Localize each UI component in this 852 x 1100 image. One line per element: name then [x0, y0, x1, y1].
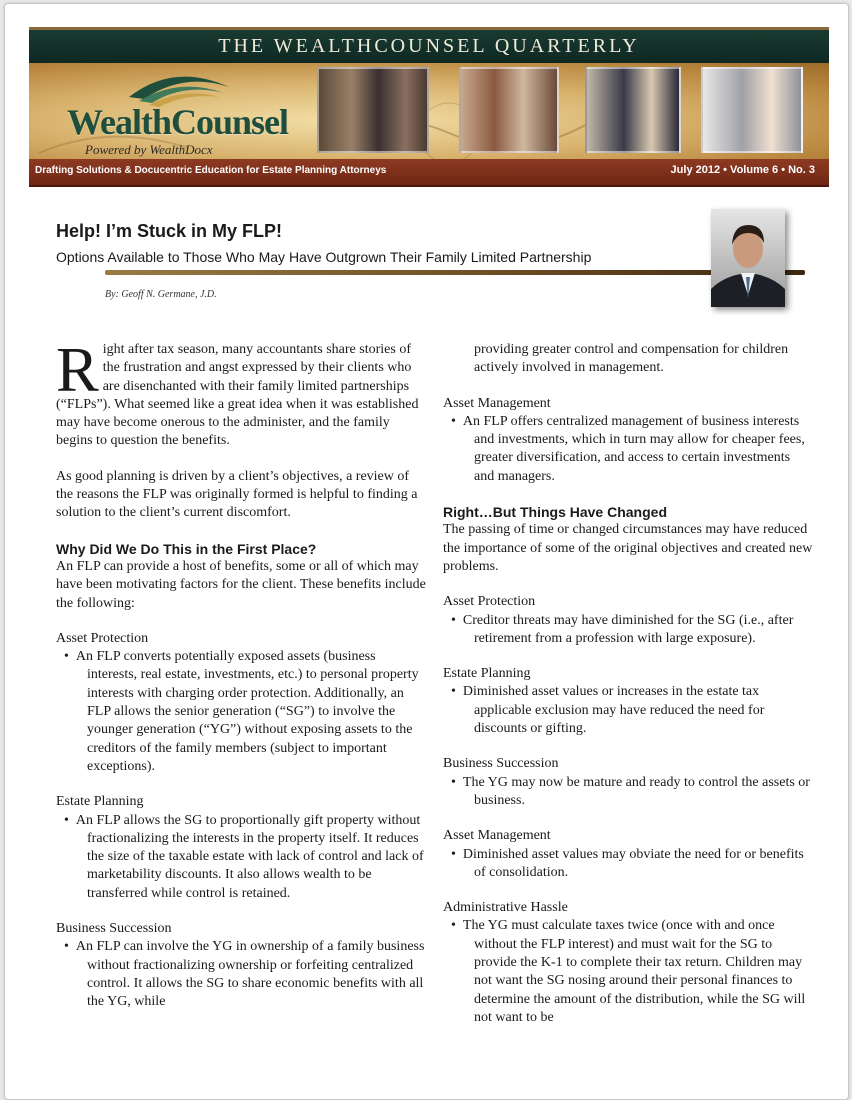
- logo-subtitle: Powered by WealthDocx: [85, 142, 213, 157]
- intro-paragraph: [56, 334, 426, 451]
- section-heading-changed: Right…But Things Have Changed: [443, 504, 667, 521]
- masthead-title-bar: [29, 27, 829, 63]
- subheading-asset-management: Asset Management: [443, 395, 551, 411]
- team-photo: [317, 67, 429, 153]
- newsletter-page: [4, 3, 849, 1100]
- list-item: • Creditor threats may have diminished for the SG (i.e., after retirement from a profession with large exposure).: [443, 612, 813, 649]
- bullet-list: [443, 683, 813, 738]
- bullet-list: [443, 774, 813, 811]
- tagline: Drafting Solutions & Docucentric Education for Estate Planning Attorneys: [35, 165, 387, 176]
- article-title: Help! I’m Stuck in My FLP!: [56, 221, 283, 241]
- section-heading-why: Why Did We Do This in the First Place?: [56, 540, 317, 557]
- benefits-intro: An FLP can provide a host of benefits, some or all of which may have been motivating factors for the client. These benefits include the following:: [56, 558, 426, 611]
- bullet-list: [443, 413, 813, 486]
- list-item: • An FLP allows the SG to proportionally gift property without fractionalizing the interests in the property itself. It reduces the size of the taxable estate with lack of control and lack of marketability discounts. It also allows wealth to be transferred while control is retained.: [56, 812, 426, 903]
- list-item: • The YG may now be mature and ready to control the assets or business.: [443, 774, 813, 811]
- intro-text: ight after tax season, many accountants share stories of the frustration and angst expressed by their clients who are disenchanted with their family limited partnerships (“FLPs”). What seemed like a great idea when it was established may have become onerous to the administer, and the family begins to question the benefits.: [56, 342, 419, 449]
- bullet-list: [443, 917, 813, 1027]
- byline: By: Geoff N. Germane, J.D.: [105, 289, 217, 300]
- masthead-title: THE WEALTHCOUNSEL QUARTERLY: [218, 35, 640, 57]
- list-item: • Diminished asset values or increases in the estate tax applicable exclusion may have reduced the need for discounts or gifting.: [443, 683, 813, 738]
- subheading-asset-protection: Asset Protection: [443, 594, 536, 610]
- changed-intro: The passing of time or changed circumstances may have reduced the importance of some of the original objectives and created new problems.: [443, 522, 813, 574]
- subheading-administrative-hassle: Administrative Hassle: [443, 900, 568, 916]
- list-item: • The YG must calculate taxes twice (once with and once without the FLP interest) and must wait for the SG to provide the K-1 to complete their tax return. Children may not want the SG nosing around their personal finances to determine the amount of the distribution, while the SG will not want to be: [443, 917, 813, 1027]
- title-divider: [105, 270, 805, 275]
- bullet-list: [443, 846, 813, 883]
- family-photo: [459, 67, 559, 153]
- bullet-list: [56, 648, 426, 776]
- bullet-list: [56, 938, 426, 1011]
- advisors-photo: [585, 67, 681, 153]
- issue-info: July 2012 • Volume 6 • No. 3: [670, 164, 815, 176]
- masthead-banner: [29, 27, 829, 187]
- bullet-list: [56, 812, 426, 903]
- list-item: • An FLP converts potentially exposed assets (business interests, real estate, investments, etc.) to personal property interests with charging order protection. Additionally, an FLP allows the senior generation (“SG”) to involve the younger generation (“YG”) without exposing assets to the creditors of the family members (subject to important exceptions).: [56, 648, 426, 776]
- bullet-list: [443, 612, 813, 649]
- masthead-footer-bar: [29, 159, 829, 187]
- subheading-estate-planning: Estate Planning: [443, 666, 531, 682]
- keyboard-photo: [701, 67, 803, 153]
- list-item: • An FLP can involve the YG in ownership of a family business without fractionalizing ownership or forfeiting centralized control. It allows the SG to share economic benefits with all the YG, while: [56, 938, 426, 1011]
- continued-text: providing greater control and compensation for children actively involved in management.: [474, 342, 789, 376]
- left-column: [56, 334, 426, 1012]
- subheading-business-succession: Business Succession: [443, 756, 559, 772]
- subheading-estate-planning: Estate Planning: [56, 794, 144, 810]
- subheading-asset-management: Asset Management: [443, 828, 551, 844]
- drop-cap: R: [56, 334, 99, 405]
- logo-wordmark: WealthCounsel: [67, 102, 289, 142]
- list-item: • An FLP offers centralized management of business interests and investments, which in turn may allow for cheaper fees, greater diversification, and access to certain investments and managers.: [443, 413, 813, 486]
- masthead-image-strip: [29, 63, 829, 159]
- objectives-paragraph: As good planning is driven by a client’s objectives, a review of the reasons the FLP was originally formed is helpful to finding a solution to the client’s current discomfort.: [56, 468, 418, 521]
- list-item: • Diminished asset values may obviate the need for or benefits of consolidation.: [443, 846, 813, 883]
- subheading-asset-protection: Asset Protection: [56, 630, 149, 646]
- article-subtitle: Options Available to Those Who May Have Outgrown Their Family Limited Partnership: [56, 249, 592, 265]
- subheading-business-succession: Business Succession: [56, 921, 172, 937]
- right-column: [443, 341, 813, 1027]
- author-photo: [711, 209, 785, 307]
